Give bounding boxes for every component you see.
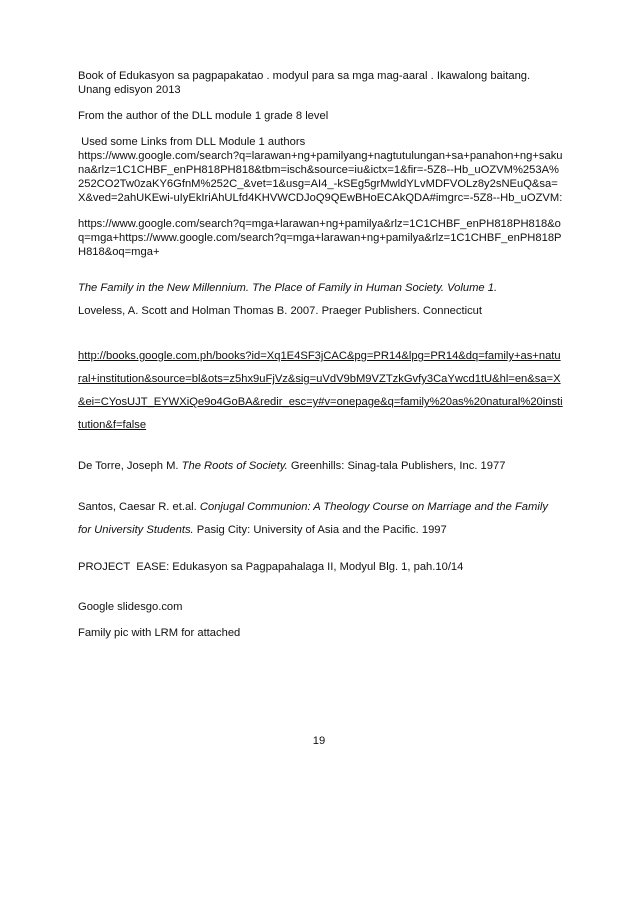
- reference-dll-author: From the author of the DLL module 1 grade 8 level: [78, 110, 329, 122]
- reference-book-esp: [78, 69, 564, 97]
- reference-title: The Family in the New Millennium. The Place of Family in Human Society. Volume 1.: [78, 282, 498, 294]
- reference-url: https://www.google.com/search?q=larawan+ng+pamilyang+nagtutulungan+sa+panahon+ng+sakuna&rlz=1C1CHBF_enPH818PH818&tbm=isch&source=iu&ictx=1&fir=-5Z8--Hb_uOZVM%253A%252CO2Tw0zaKY6GfnM%252C_&vet=1&usg=AI4_-kSEg5grMwldYLvMDFVOLz8y2sNEuQ&sa=X&ved=2ahUKEwi-uIyEkIriAhULfd4KHVWCDJoQ9QEwBHoECAkQDA#imgrc=-5Z8--Hb_uOZVM:: [78, 150, 563, 204]
- reference-authors: Loveless, A. Scott and Holman Thomas B. 2007. Praeger Publishers. Connecticut: [78, 305, 483, 317]
- page-number: 19: [312, 735, 326, 747]
- reference-google-search: https://www.google.com/search?q=mga+larawan+ng+pamilya&rlz=1C1CHBF_enPH818PH818&oq=mga+https://www.google.com/search?q=mga+larawan+ng+pamilya&rlz=1C1CHBF_enPH818PH818&oq=mga+: [78, 218, 562, 258]
- reference-author: De Torre, Joseph M.: [78, 460, 182, 472]
- reference-google-books-link[interactable]: http://books.google.com.ph/books?id=Xq1E4SF3jCAC&pg=PR14&lpg=PR14&dq=family+as+natural+institution&source=bl&ots=z5hx9uFjVz&sig=uVdV9bM9VZTzkGvfy3CaYwcd1tU&hl=en&sa=X&ei=CYosUJT_EYWXiQe9o4GoBA&redir_esc=y#v=onepage&q=family%20as%20natural%20institution&f=false: [78, 350, 563, 431]
- reference-dll-links: [78, 135, 564, 205]
- reference-author: Santos, Caesar R. et.al.: [78, 501, 200, 513]
- reference-slidesgo: Google slidesgo.com: [78, 601, 183, 613]
- reference-title: The Roots of Society.: [181, 460, 288, 472]
- reference-title: Conjugal Communion: A Theology Course on Marriage and the Family for University Students.: [78, 501, 548, 536]
- reference-santos: [78, 496, 564, 542]
- reference-publisher: Greenhills: Sinag-tala Publishers, Inc. 1977: [287, 460, 506, 472]
- reference-text: Book of Edukasyon sa pagpapakatao . modyul para sa mga mag-aaral . Ikawalong baitang.: [78, 70, 531, 82]
- reference-family-pic: Family pic with LRM for attached: [78, 627, 241, 639]
- reference-de-torre: [78, 455, 564, 478]
- references-section: [78, 69, 564, 640]
- reference-intro: Used some Links from DLL Module 1 authors: [78, 136, 306, 148]
- reference-publisher: Pasig City: University of Asia and the Pacific. 1997: [193, 524, 447, 536]
- reference-family-millennium: [78, 277, 564, 323]
- reference-project-ease: PROJECT EASE: Edukasyon sa Pagpapahalaga II, Modyul Blg. 1, pah.10/14: [78, 561, 464, 573]
- reference-text: Unang edisyon 2013: [78, 84, 181, 96]
